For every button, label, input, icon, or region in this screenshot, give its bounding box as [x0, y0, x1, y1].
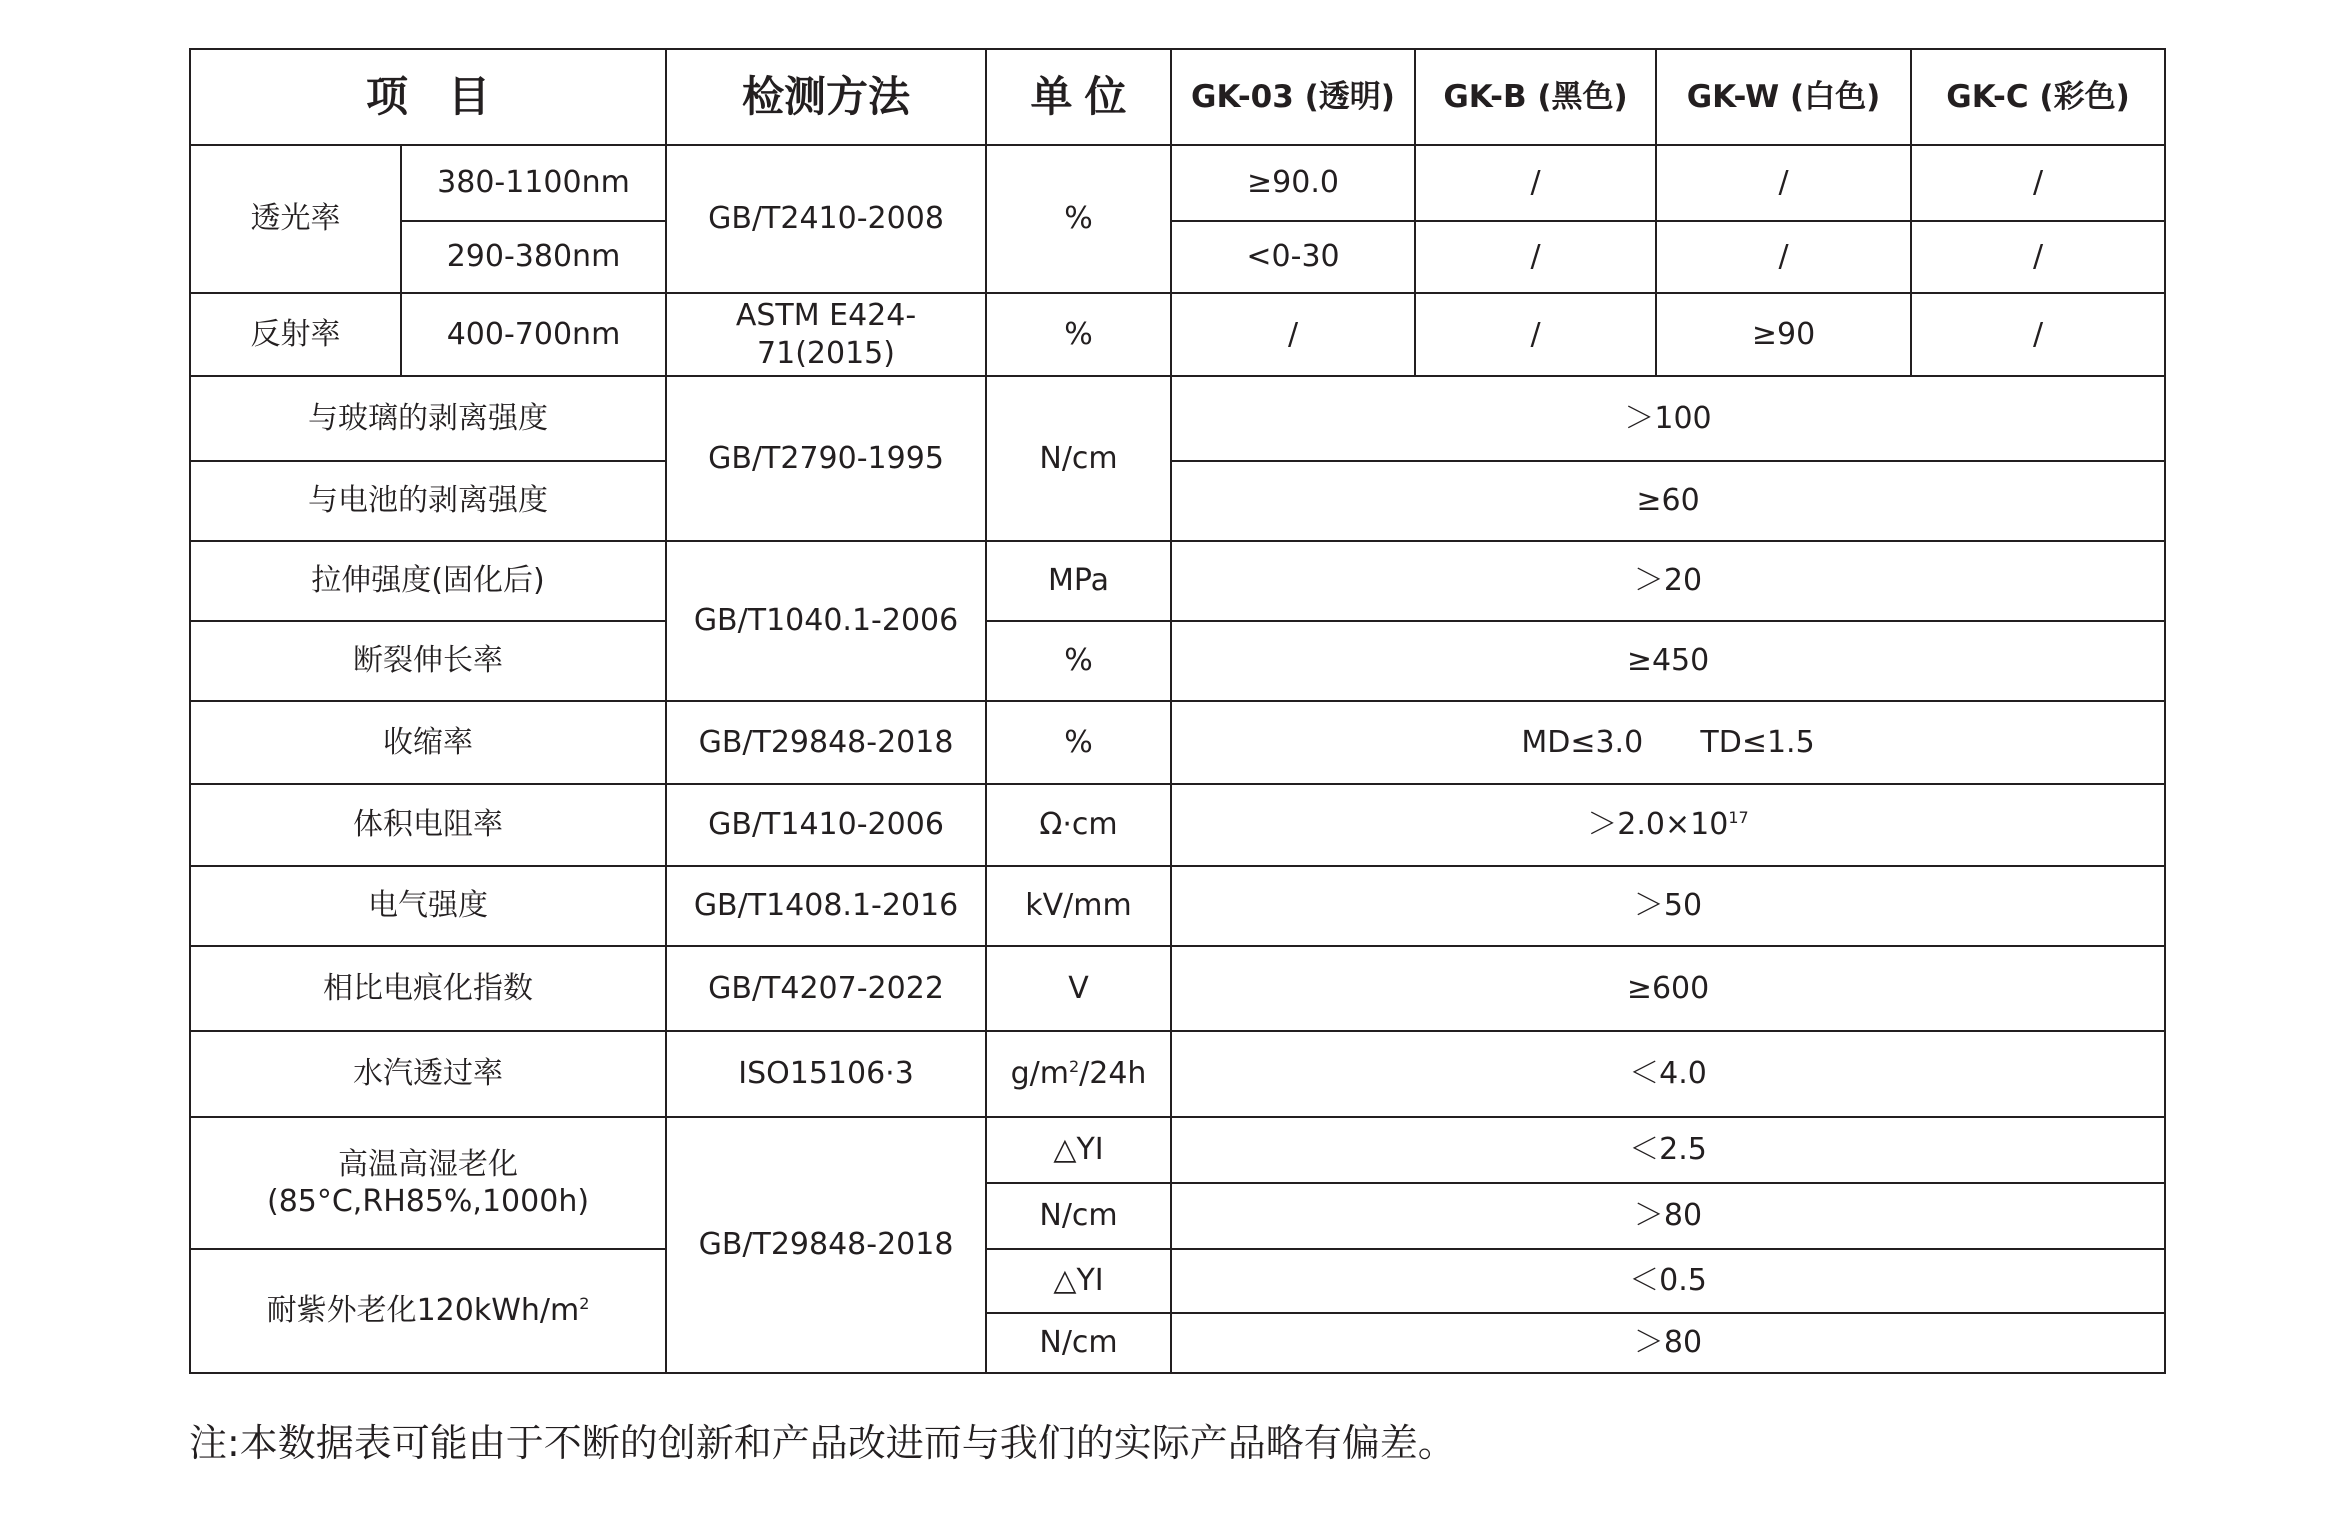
- header-product-gkb: GK-B (黑色): [1415, 49, 1656, 145]
- transmittance-2-gkb: /: [1415, 221, 1656, 293]
- dielectric-unit: kV/mm: [986, 866, 1171, 946]
- resistivity-value: [1171, 784, 2165, 866]
- table-row: [190, 784, 2165, 866]
- peel-method: GB/T2790-1995: [666, 376, 986, 541]
- row-label-reflectance: 反射率: [190, 293, 401, 376]
- row-label-peel-glass: 与玻璃的剥离强度: [190, 376, 666, 461]
- row-label-uv-aging: [190, 1249, 666, 1373]
- transmittance-unit: %: [986, 145, 1171, 293]
- transmittance-2-gkc: /: [1911, 221, 2165, 293]
- damp-heat-value-b: ＞80: [1171, 1183, 2165, 1249]
- peel-cell-value: ≥60: [1171, 461, 2165, 541]
- wvtr-unit-base: g/m: [1010, 1056, 1069, 1092]
- header-method: 检测方法: [666, 49, 986, 145]
- row-label-tensile: 拉伸强度(固化后): [190, 541, 666, 621]
- transmittance-1-gkc: /: [1911, 145, 2165, 221]
- dielectric-method: GB/T1408.1-2016: [666, 866, 986, 946]
- damp-heat-unit-a: △YI: [986, 1117, 1171, 1183]
- header-product-gk03: GK-03 (透明): [1171, 49, 1415, 145]
- table-row: [190, 461, 2165, 541]
- tensile-method: GB/T1040.1-2006: [666, 541, 986, 701]
- shrinkage-value: MD≤3.0 TD≤1.5: [1171, 701, 2165, 784]
- table-row: [190, 376, 2165, 461]
- resistivity-mantissa: ＞2.0×10: [1587, 807, 1729, 843]
- uv-aging-label-exponent: 2: [579, 1294, 590, 1314]
- wvtr-unit-exponent: 2: [1068, 1057, 1080, 1077]
- reflectance-gkw: ≥90: [1656, 293, 1911, 376]
- wvtr-value: ＜4.0: [1171, 1031, 2165, 1117]
- cti-method: GB/T4207-2022: [666, 946, 986, 1031]
- uv-aging-unit-b: N/cm: [986, 1313, 1171, 1373]
- reflectance-gkb: /: [1415, 293, 1656, 376]
- cti-value: ≥600: [1171, 946, 2165, 1031]
- reflectance-method: ASTM E424-71(2015): [666, 293, 986, 376]
- reflectance-gk03: /: [1171, 293, 1415, 376]
- header-product-gkw: GK-W (白色): [1656, 49, 1911, 145]
- disclaimer-note: 注:本数据表可能由于不断的创新和产品改进而与我们的实际产品略有偏差。: [189, 1421, 1456, 1465]
- damp-heat-line-2: (85°C,RH85%,1000h): [266, 1184, 590, 1219]
- spec-table: [189, 48, 2166, 1374]
- row-label-damp-heat: [190, 1117, 666, 1249]
- shrinkage-unit: %: [986, 701, 1171, 784]
- transmittance-2-gkw: /: [1656, 221, 1911, 293]
- resistivity-exponent: 17: [1728, 808, 1749, 828]
- header-row: [190, 49, 2165, 145]
- uv-aging-label: 耐紫外老化120kWh/m: [266, 1293, 580, 1329]
- table-row: [190, 541, 2165, 621]
- uv-aging-value-a: ＜0.5: [1171, 1249, 2165, 1313]
- transmittance-1-gkw: /: [1656, 145, 1911, 221]
- aging-method: GB/T29848-2018: [666, 1117, 986, 1373]
- row-label-peel-cell: 与电池的剥离强度: [190, 461, 666, 541]
- reflectance-range: 400-700nm: [401, 293, 666, 376]
- header-item: 项目: [190, 49, 666, 145]
- row-label-dielectric: 电气强度: [190, 866, 666, 946]
- row-label-elongation: 断裂伸长率: [190, 621, 666, 701]
- table-row: [190, 145, 2165, 221]
- table-row: [190, 701, 2165, 784]
- table-row: [190, 1249, 2165, 1313]
- tensile-value: ＞20: [1171, 541, 2165, 621]
- table-row: [190, 293, 2165, 376]
- table-row: [190, 621, 2165, 701]
- table-row: [190, 1117, 2165, 1183]
- transmittance-1-gkb: /: [1415, 145, 1656, 221]
- resistivity-method: GB/T1410-2006: [666, 784, 986, 866]
- table-row: [190, 866, 2165, 946]
- row-label-cti: 相比电痕化指数: [190, 946, 666, 1031]
- dielectric-value: ＞50: [1171, 866, 2165, 946]
- row-label-resistivity: 体积电阻率: [190, 784, 666, 866]
- shrinkage-method: GB/T29848-2018: [666, 701, 986, 784]
- elongation-value: ≥450: [1171, 621, 2165, 701]
- transmittance-method: GB/T2410-2008: [666, 145, 986, 293]
- damp-heat-value-a: ＜2.5: [1171, 1117, 2165, 1183]
- table-row: [190, 221, 2165, 293]
- reflectance-gkc: /: [1911, 293, 2165, 376]
- tensile-unit: MPa: [986, 541, 1171, 621]
- uv-aging-unit-a: △YI: [986, 1249, 1171, 1313]
- uv-aging-value-b: ＞80: [1171, 1313, 2165, 1373]
- row-label-transmittance: 透光率: [190, 145, 401, 293]
- header-product-gkc: GK-C (彩色): [1911, 49, 2165, 145]
- transmittance-range-2: 290-380nm: [401, 221, 666, 293]
- row-label-shrinkage: 收缩率: [190, 701, 666, 784]
- wvtr-unit-tail: /24h: [1079, 1056, 1147, 1092]
- damp-heat-line-1: 高温高湿老化: [338, 1146, 518, 1182]
- reflectance-unit: %: [986, 293, 1171, 376]
- table-row: [190, 946, 2165, 1031]
- transmittance-1-gk03: ≥90.0: [1171, 145, 1415, 221]
- peel-unit: N/cm: [986, 376, 1171, 541]
- wvtr-unit: [986, 1031, 1171, 1117]
- cti-unit: V: [986, 946, 1171, 1031]
- damp-heat-unit-b: N/cm: [986, 1183, 1171, 1249]
- resistivity-unit: Ω·cm: [986, 784, 1171, 866]
- header-unit: 单位: [986, 49, 1171, 145]
- transmittance-2-gk03: <0-30: [1171, 221, 1415, 293]
- elongation-unit: %: [986, 621, 1171, 701]
- row-label-wvtr: 水汽透过率: [190, 1031, 666, 1117]
- peel-glass-value: ＞100: [1171, 376, 2165, 461]
- wvtr-method: ISO15106·3: [666, 1031, 986, 1117]
- table-row: [190, 1031, 2165, 1117]
- transmittance-range-1: 380-1100nm: [401, 145, 666, 221]
